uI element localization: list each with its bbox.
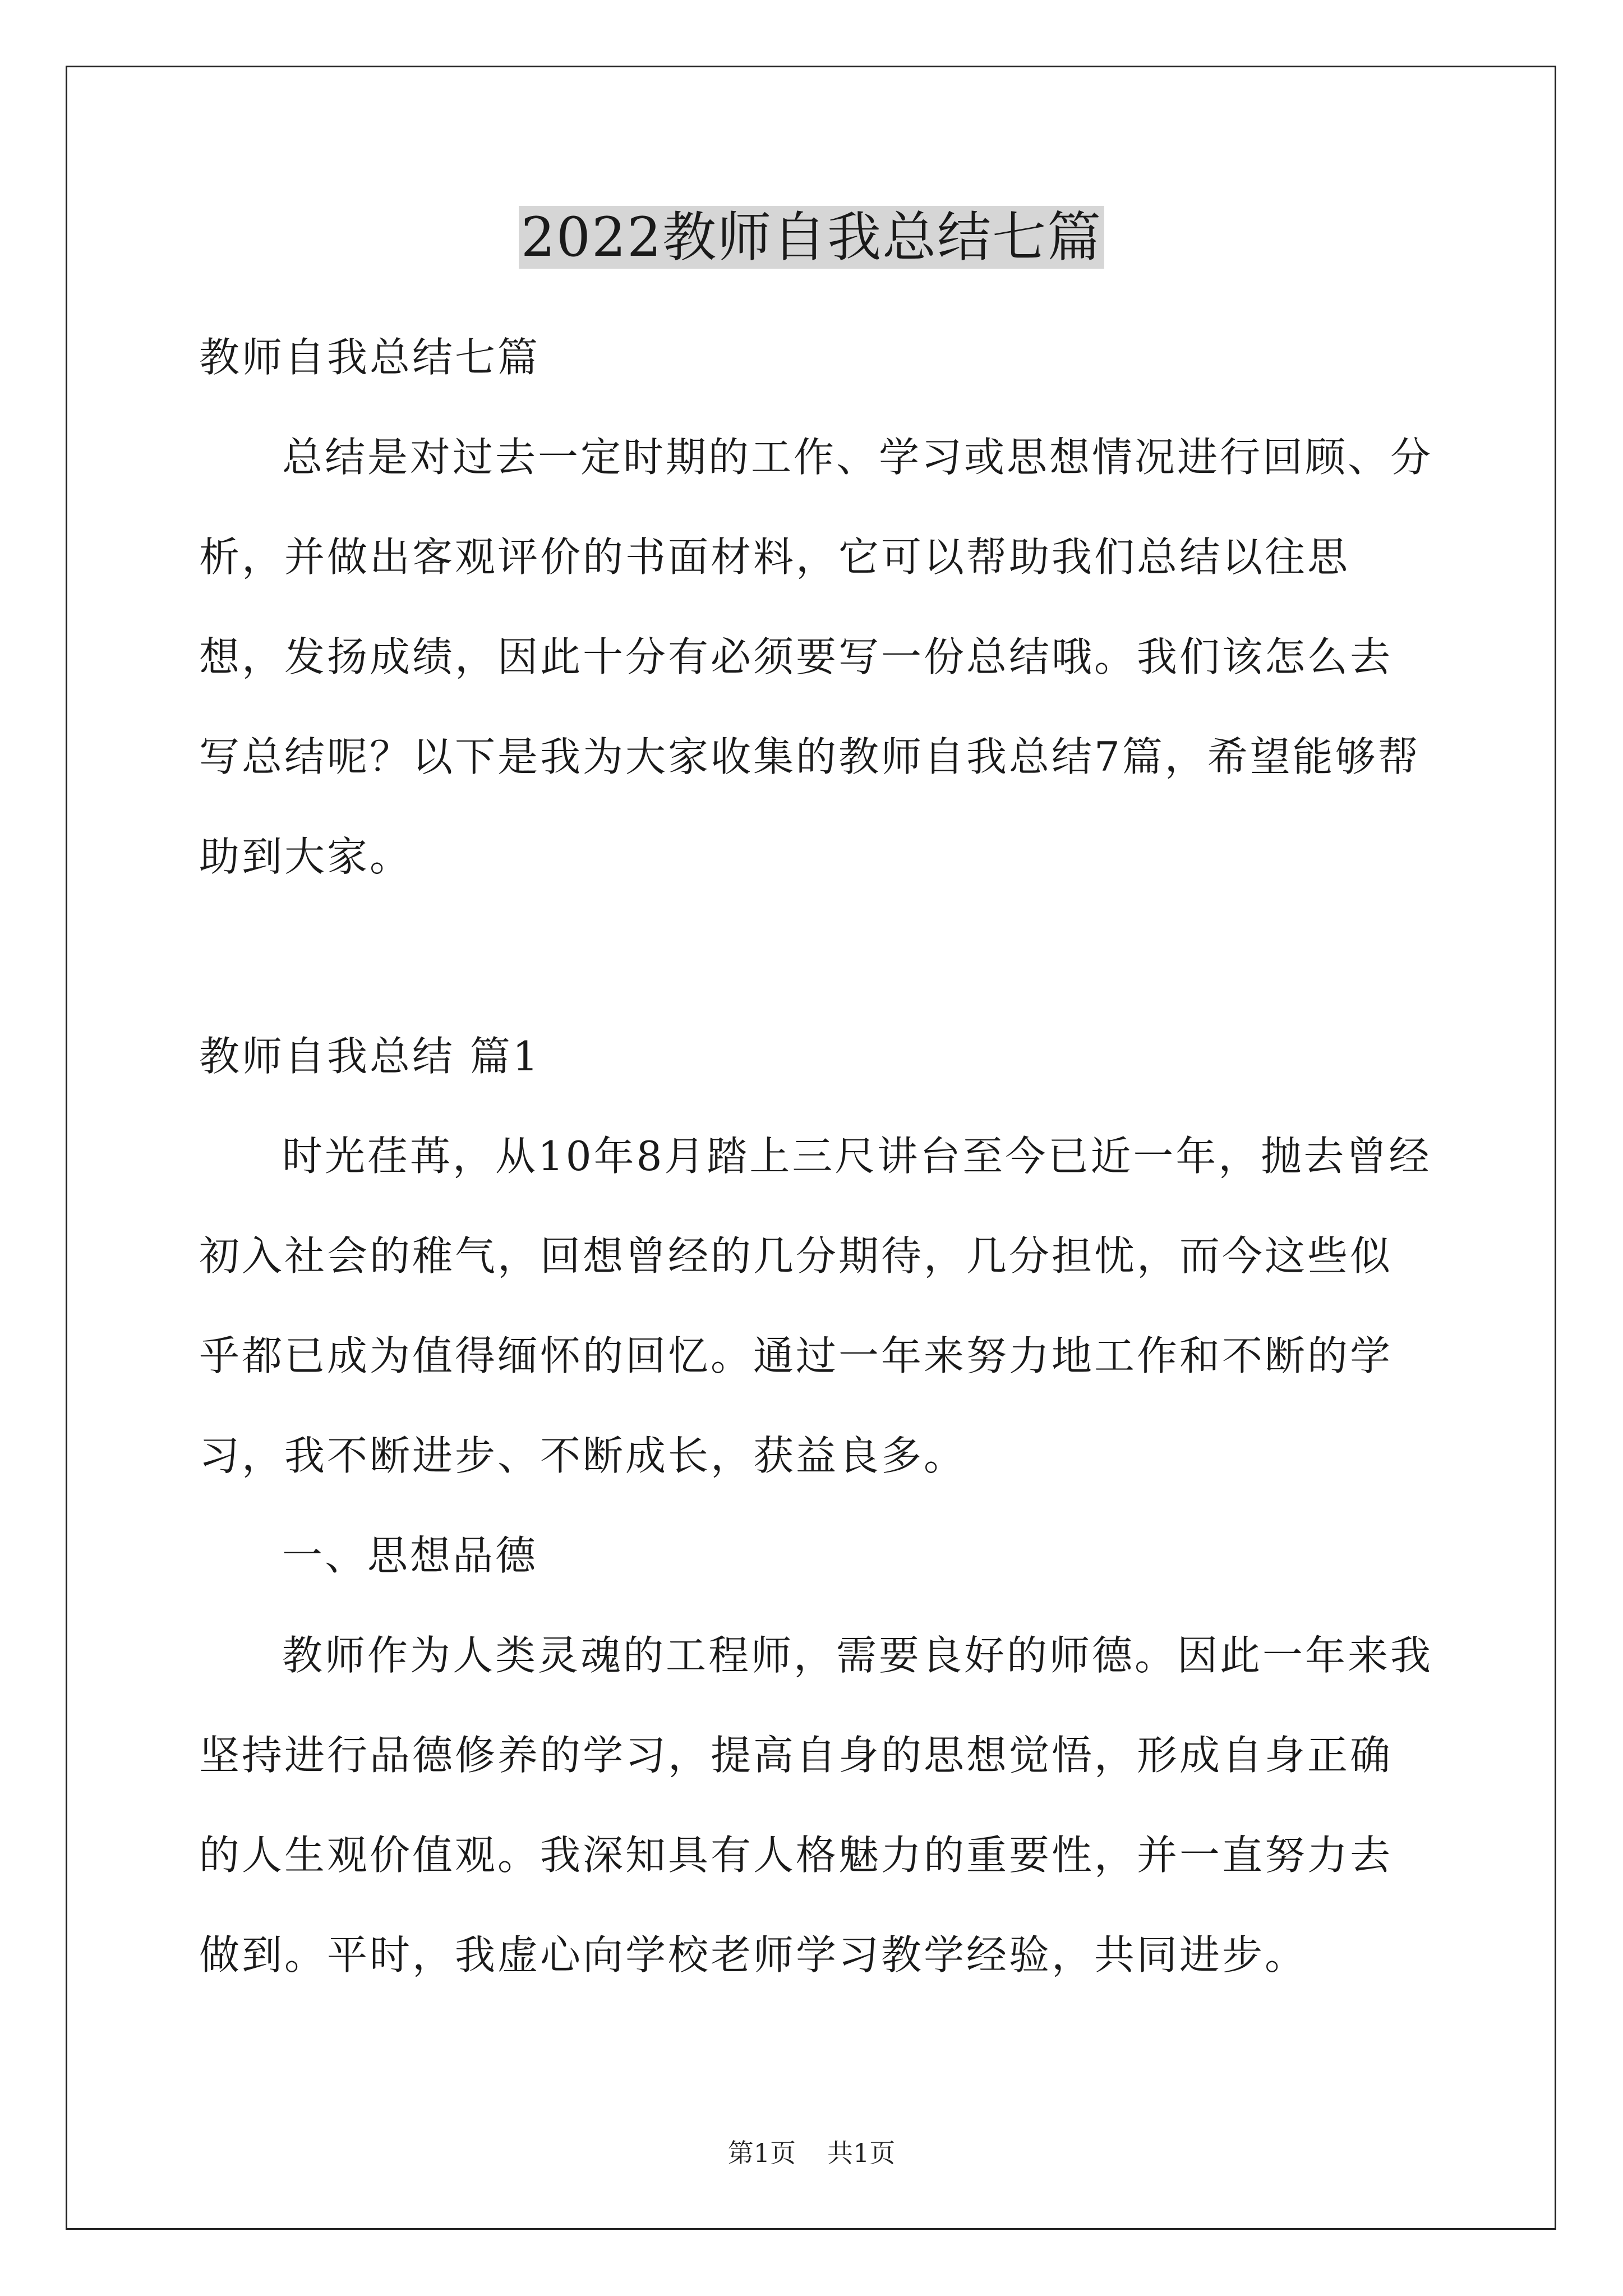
intro-paragraph: 总结是对过去一定时期的工作、学习或思想情况进行回顾、分析，并做出客观评价的书面材料，它可以帮助我们总结以往思想，发扬成绩，因此十分有必须要写一份总结哦。我们该怎么去写总结呢？以下是我为大家收集的教师自我总结7篇，希望能够帮助到大家。 bbox=[199, 434, 1433, 880]
body-paragraph-1: 时光荏苒，从10年8月踏上三尺讲台至今已近一年，抛去曾经初入社会的稚气，回想曾经的几分期待，几分担忧，而今这些似乎都已成为值得缅怀的回忆。通过一年来努力地工作和不断的学习，我不断进步、不断成长，获益良多。 bbox=[199, 1133, 1432, 1479]
document-body bbox=[199, 307, 1433, 2005]
page-footer bbox=[0, 2136, 1623, 2170]
body-paragraph-2: 教师作为人类灵魂的工程师，需要良好的师德。因此一年来我坚持进行品德修养的学习，提高自身的思想觉悟，形成自身正确的人生观价值观。我深知具有人格魅力的重要性，并一直努力去做到。平时，我虚心向学校老师学习教学经验，共同进步。 bbox=[199, 1632, 1433, 1978]
document-subtitle: 教师自我总结七篇 bbox=[199, 334, 541, 381]
section-heading: 教师自我总结 篇1 bbox=[199, 1033, 541, 1080]
page-number: 第1页 bbox=[727, 2138, 796, 2168]
subheading-ideology: 一、思想品德 bbox=[282, 1532, 538, 1579]
total-pages: 共1页 bbox=[827, 2138, 896, 2168]
document-title bbox=[0, 201, 1623, 274]
document-title-text: 2022教师自我总结七篇 bbox=[519, 206, 1104, 269]
